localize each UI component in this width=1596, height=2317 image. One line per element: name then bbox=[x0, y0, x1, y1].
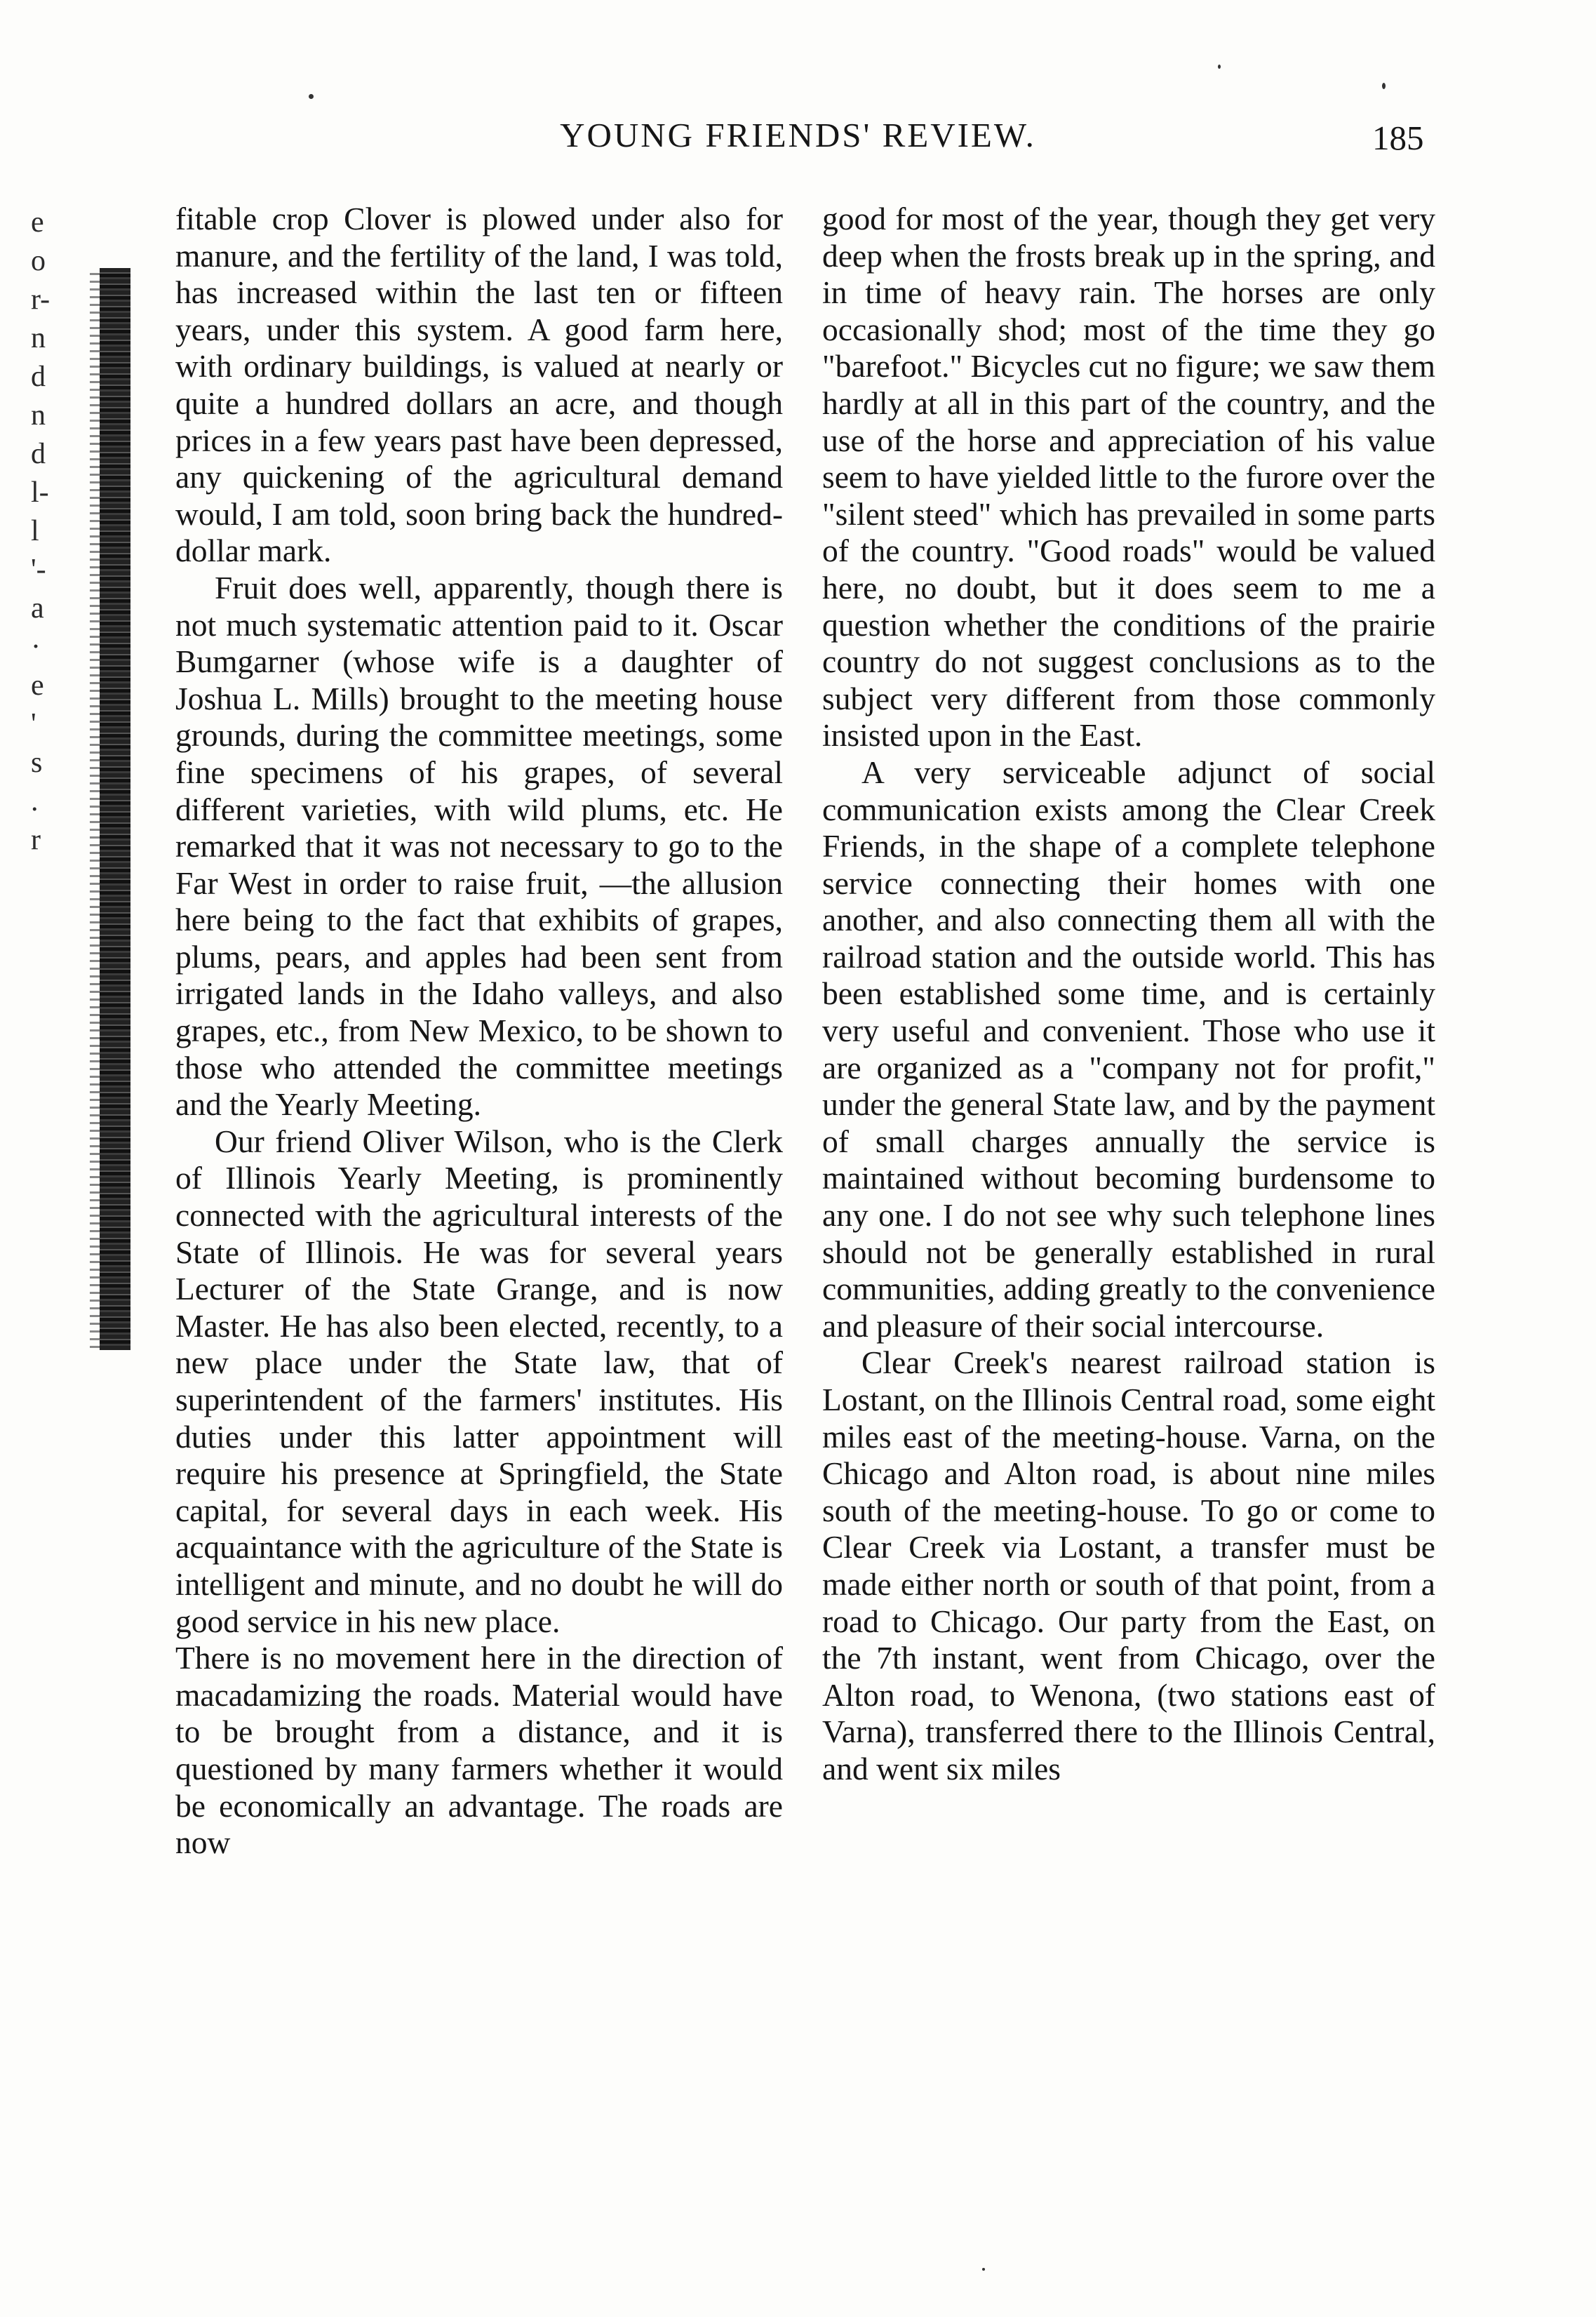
margin-fragment: · bbox=[31, 631, 41, 663]
right-column bbox=[822, 201, 1435, 1788]
margin-fragment: o bbox=[31, 245, 46, 277]
page-number: 185 bbox=[1372, 119, 1424, 157]
paragraph: There is no movement here in the direction of macadamizing the roads. Material would have to be brought from a distance, and it is questioned by many farmers whether it would be economically an advantage. The roads are now bbox=[175, 1640, 783, 1861]
scan-speck bbox=[1218, 65, 1221, 69]
paragraph: good for most of the year, though they get very deep when the frosts break up in the spring, and in time of heavy rain. The horses are only occasionally shod; most of the time they go "barefoot." Bicycles cut no figure; we saw them hardly at all in this part of the country, and the use of the horse and appreciation of his value seem to have yielded little to the furore over the "silent steed" which has prevailed in some parts of the country. "Good roads" would be valued here, no doubt, but it does seem to me a question whether the conditions of the prairie country do not suggest conclusions as to the subject very different from those commonly insisted upon in the East. bbox=[822, 201, 1435, 754]
left-margin-fragments bbox=[31, 203, 59, 860]
margin-fragment: l bbox=[31, 515, 39, 547]
margin-fragment: '- bbox=[31, 554, 46, 586]
margin-fragment: r- bbox=[31, 283, 51, 316]
running-header-title: YOUNG FRIENDS' REVIEW. bbox=[560, 116, 1036, 154]
margin-fragment: d bbox=[31, 438, 46, 470]
margin-fragment: ' bbox=[31, 708, 36, 740]
margin-fragment: n bbox=[31, 399, 46, 432]
margin-fragment: e bbox=[31, 669, 44, 702]
scan-speck bbox=[309, 94, 314, 99]
margin-fragment: l- bbox=[31, 476, 49, 509]
scan-speck bbox=[1382, 83, 1386, 89]
margin-fragment: a bbox=[31, 592, 44, 625]
margin-fragment: d bbox=[31, 361, 46, 393]
paragraph: Fruit does well, apparently, though there is not much systematic attention paid to it. Oscar Bumgarner (whose wife is a daughter of Joshua L. Mills) brought to the meeting house grounds, during the committee meetings, some fine specimens of his grapes, of several different varieties, with wild plums, etc. He remarked that it was not necessary to go to the Far West in order to raise fruit, —the allusion here being to the fact that exhibits of grapes, plums, pears, and apples had been sent from irrigated lands in the Idaho valleys, and also grapes, etc., from New Mexico, to be shown to those who attended the committee meetings and the Yearly Meeting. bbox=[175, 569, 783, 1123]
scan-speck bbox=[982, 2268, 985, 2271]
margin-fragment: n bbox=[31, 322, 46, 354]
paragraph: Clear Creek's nearest railroad station is Lostant, on the Illinois Central road, some eight miles east of the meeting-house. Varna, on the Chicago and Alton road, is about nine miles south of the meeting-house. To go or come to Clear Creek via Lostant, a transfer must be made either north or south of that point, from a road to Chicago. Our party from the East, on the 7th instant, went from Chicago, over the Alton road, to Wenona, (two stations east of Varna), transferred there to the Illinois Central, and went six miles bbox=[822, 1344, 1435, 1787]
margin-fragment: s bbox=[31, 747, 43, 779]
margin-fragment: e bbox=[31, 206, 44, 239]
left-column bbox=[175, 201, 783, 1862]
binding-edge-scan-artifact bbox=[90, 268, 130, 1350]
paragraph: A very serviceable adjunct of social communication exists among the Clear Creek Friends, in the shape of a complete telephone service connecting their homes with one another, and also connecting them all with the railroad station and the outside world. This has been established some time, and is certainly very useful and convenient. Those who use it are organized as a "company not for profit," under the general State law, and by the payment of small charges annually the service is maintained without becoming burdensome to any one. I do not see why such telephone lines should not be generally established in rural communities, adding greatly to the convenience and pleasure of their social intercourse. bbox=[822, 754, 1435, 1344]
paragraph: fitable crop Clover is plowed under also for manure, and the fertility of the land, I was told, has increased within the last ten or fifteen years, under this system. A good farm here, with ordinary buildings, is valued at nearly or quite a hundred dollars an acre, and though prices in a few years past have been depressed, any quickening of the agricultural demand would, I am told, soon bring back the hundred-dollar mark. bbox=[175, 201, 783, 569]
paragraph: Our friend Oliver Wilson, who is the Clerk of Illinois Yearly Meeting, is prominently connected with the agricultural interests of the State of Illinois. He was for several years Lecturer of the State Grange, and is now Master. He has also been elected, recently, to a new place under the State law, that of superintendent of the farmers' institutes. His duties under this latter appointment will require his presence at Springfield, the State capital, for several days in each week. His acquaintance with the agriculture of the State is intelligent and minute, and no doubt he will do good service in his new place. bbox=[175, 1123, 783, 1639]
margin-fragment: r bbox=[31, 824, 41, 856]
margin-fragment: . bbox=[31, 785, 39, 817]
